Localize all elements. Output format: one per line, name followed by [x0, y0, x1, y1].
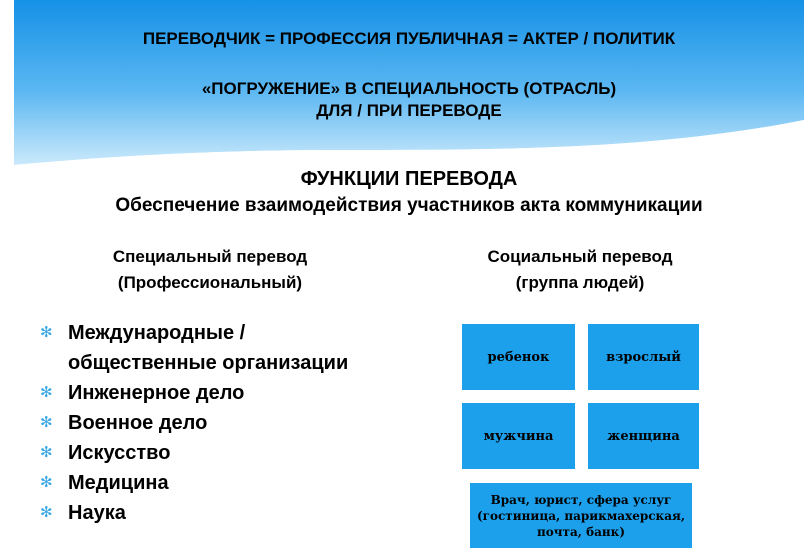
social-box-adult: взрослый: [588, 324, 699, 390]
social-heading-line-2: (группа людей): [515, 273, 645, 292]
list-item: [40, 438, 348, 468]
special-heading-line-2: (Профессиональный): [117, 273, 303, 292]
services-line-1: Врач, юрист, сфера услуг: [490, 492, 672, 507]
header-line-3: ДЛЯ / ПРИ ПЕРЕВОДЕ: [316, 101, 502, 120]
social-heading-line-1: Социальный перевод: [487, 247, 673, 266]
list-item-continuation: [40, 348, 348, 378]
header-line-1: ПЕРЕВОДЧИК = ПРОФЕССИЯ ПУБЛИЧНАЯ = АКТЕР / ПОЛИТИК: [142, 29, 676, 48]
header-line-2: «ПОГРУЖЕНИЕ» В СПЕЦИАЛЬНОСТЬ (ОТРАСЛЬ): [201, 79, 617, 98]
social-box-services: [470, 483, 692, 548]
list-item-label: Международные /: [68, 322, 246, 344]
social-translation-heading: [430, 244, 730, 296]
asterisk-bullet-icon: ✻: [40, 504, 53, 521]
asterisk-bullet-icon: ✻: [40, 384, 53, 401]
services-line-3: почта, банк): [536, 524, 626, 539]
list-item: [40, 378, 348, 408]
asterisk-bullet-icon: ✻: [40, 474, 53, 491]
list-item: [40, 318, 348, 348]
list-item-label: Наука: [68, 502, 126, 524]
asterisk-bullet-icon: ✻: [40, 414, 53, 431]
functions-title: ФУНКЦИИ ПЕРЕВОДА: [300, 168, 518, 190]
list-item: [40, 408, 348, 438]
list-item-label: Искусство: [68, 442, 171, 464]
services-line-2: (гостиница, парикмахерская,: [476, 508, 686, 523]
list-item-label: Медицина: [68, 472, 169, 494]
asterisk-bullet-icon: ✻: [40, 444, 53, 461]
list-item: [40, 498, 348, 528]
list-item-label: общественные организации: [68, 352, 349, 374]
functions-subtitle: Обеспечение взаимодействия участников акта коммуникации: [115, 195, 703, 216]
list-item-label: Инженерное дело: [68, 382, 245, 404]
special-heading-line-1: Специальный перевод: [112, 247, 308, 266]
special-fields-list: [40, 318, 348, 528]
social-box-man: мужчина: [462, 403, 575, 469]
asterisk-bullet-icon: ✻: [40, 324, 53, 341]
social-box-child: ребенок: [462, 324, 575, 390]
list-item-label: Военное дело: [68, 412, 208, 434]
social-box-woman: женщина: [588, 403, 699, 469]
special-translation-heading: [60, 244, 360, 296]
list-item: [40, 468, 348, 498]
